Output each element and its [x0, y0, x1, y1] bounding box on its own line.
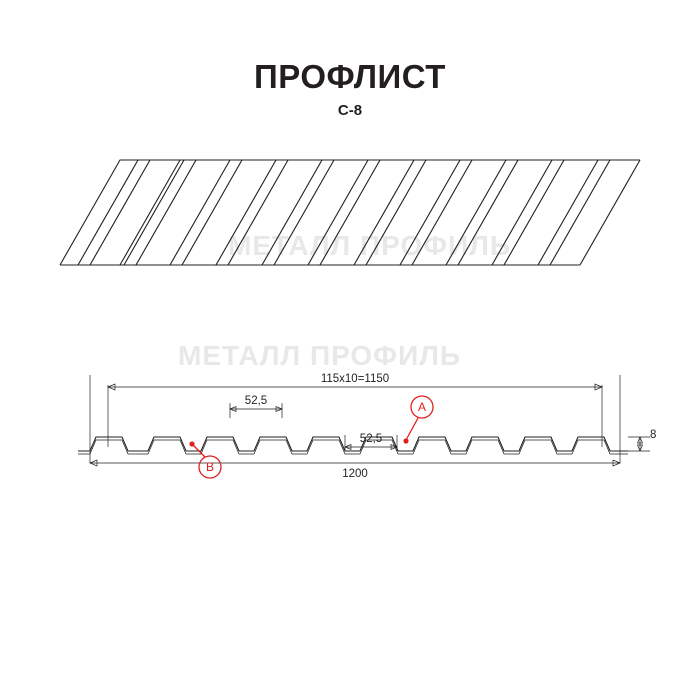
profile-outline: [78, 437, 628, 454]
dim-height-label: 8: [650, 429, 657, 441]
dim-working-width: [108, 373, 602, 390]
dim-height: [638, 429, 657, 451]
isometric-view: [60, 140, 640, 300]
page-title: ПРОФЛИСТ: [254, 58, 446, 95]
product-code: С-8: [337, 102, 363, 119]
dim-pitch-bottom-label: 52,5: [359, 433, 383, 445]
dim-total-width-label: 1200: [342, 468, 368, 480]
callout-a-label: A: [417, 400, 427, 414]
iso-profile-lines: [60, 160, 640, 265]
dim-total-width: [90, 460, 620, 480]
dim-pitch-top-label: 52,5: [244, 395, 268, 407]
dim-pitch-top: [230, 395, 282, 418]
watermark-bottom: МЕТАЛЛ ПРОФИЛЬ: [178, 340, 461, 371]
callout-b: [189, 441, 221, 478]
watermark-top: МЕТАЛЛ ПРОФИЛЬ: [228, 230, 511, 261]
callout-b-label: B: [205, 460, 215, 474]
dim-pitch-bottom: [345, 433, 397, 451]
cross-section-view: [50, 355, 660, 495]
dim-working-width-label: 115х10=1150: [320, 373, 390, 385]
extension-lines: [90, 375, 650, 463]
